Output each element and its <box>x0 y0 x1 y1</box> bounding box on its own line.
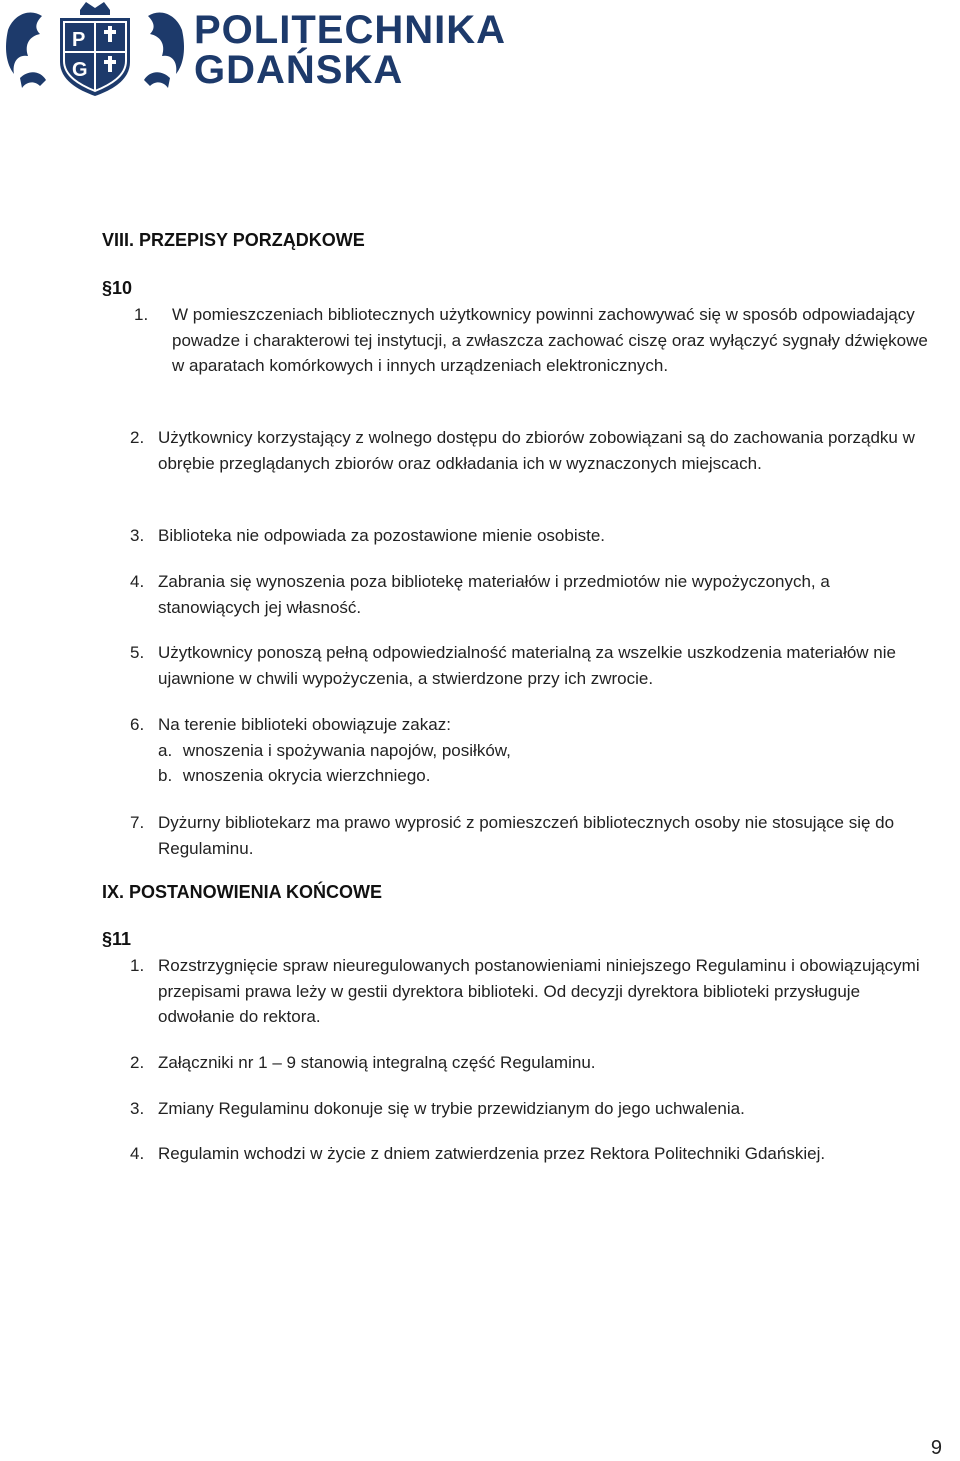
item-text: Regulamin wchodzi w życie z dniem zatwierdzenia przez Rektora Politechniki Gdańskiej. <box>158 1144 826 1163</box>
logo-line-1: POLITECHNIKA <box>194 8 506 52</box>
item-number: 1. <box>134 305 149 324</box>
item-text: Rozstrzygnięcie spraw nieuregulowanych postanowieniami niniejszego Regulaminu i obowiązującymi przepisami prawa leży w gestii dyrektora biblioteki. Od decyzji dyrektora biblioteki przysługuje odwołanie do rektora. <box>158 956 920 1026</box>
svg-text:G: G <box>72 59 88 81</box>
paragraph-number: 11 <box>112 929 132 949</box>
item-text: Zmiany Regulaminu dokonuje się w trybie przewidzianym do jego uchwalenia. <box>158 1099 745 1118</box>
section-9-title: IX. POSTANOWIENIA KOŃCOWE <box>102 882 383 902</box>
logo-wordmark <box>194 10 506 90</box>
sub-item-text: wnoszenia i spożywania napojów, posiłków, <box>182 741 511 760</box>
item-number: 4. <box>130 572 145 591</box>
sub-list-item <box>158 763 430 789</box>
section-9-paragraph: §11 <box>102 929 132 949</box>
sub-item-letter: a. <box>158 741 173 760</box>
list-item <box>130 523 930 549</box>
item-text: Dyżurny bibliotekarz ma prawo wyprosić z pomieszczeń bibliotecznych osoby nie stosujące się do Regulaminu. <box>158 813 895 858</box>
list-item <box>130 425 930 476</box>
sub-list-item <box>158 738 511 764</box>
list-item <box>130 953 940 1030</box>
item-text: Użytkownicy korzystający z wolnego dostępu do zbiorów zobowiązani są do zachowania porządku w obrębie przeglądanych zbiorów oraz odkładania ich w wyznaczonych miejscach. <box>158 428 915 473</box>
item-text: Na terenie biblioteki obowiązuje zakaz: <box>158 715 451 734</box>
section-8-title: VIII. PRZEPISY PORZĄDKOWE <box>102 230 365 250</box>
item-number: 3. <box>130 526 145 545</box>
item-number: 4. <box>130 1144 145 1163</box>
paragraph-number: 10 <box>112 278 133 298</box>
section-8-paragraph: §10 <box>102 278 133 298</box>
list-item <box>130 640 930 691</box>
list-item <box>130 1096 930 1122</box>
item-text: W pomieszczeniach bibliotecznych użytkownicy powinni zachowywać się w sposób odpowiadający powadze i charakterowi tej instytucji, a zwłaszcza zachować ciszę oraz wyłączyć sygnały dźwiękowe w aparatach komórkowych i innych urządzeniach elektronicznych. <box>172 305 928 375</box>
crest-icon <box>0 0 190 100</box>
page-number: 9 <box>930 1437 942 1459</box>
svg-text:P: P <box>72 29 86 51</box>
item-number: 6. <box>130 715 145 734</box>
list-item <box>130 1141 940 1167</box>
list-item <box>130 1050 930 1076</box>
logo-line-2: GDAŃSKA <box>194 48 404 92</box>
item-text: Biblioteka nie odpowiada za pozostawione mienie osobiste. <box>158 526 606 545</box>
sub-item-letter: b. <box>158 766 173 785</box>
list-item <box>130 810 955 861</box>
list-item <box>130 712 930 738</box>
item-number: 7. <box>130 813 145 832</box>
list-item <box>134 302 934 379</box>
sub-item-text: wnoszenia okrycia wierzchniego. <box>182 766 431 785</box>
item-text: Załączniki nr 1 – 9 stanowią integralną część Regulaminu. <box>158 1053 596 1072</box>
item-text: Użytkownicy ponoszą pełną odpowiedzialność materialną za wszelkie uszkodzenia materiałów nie ujawnione w chwili wypożyczenia, a stwierdzone przy ich zwrocie. <box>158 643 896 688</box>
item-text: Zabrania się wynoszenia poza bibliotekę materiałów i przedmiotów nie wypożyczonych, a stanowiących jej własność. <box>158 572 830 617</box>
item-number: 5. <box>130 643 145 662</box>
item-number: 1. <box>130 956 145 975</box>
item-number: 2. <box>130 428 145 447</box>
item-number: 2. <box>130 1053 145 1072</box>
item-number: 3. <box>130 1099 145 1118</box>
university-logo <box>0 0 506 100</box>
list-item <box>130 569 930 620</box>
